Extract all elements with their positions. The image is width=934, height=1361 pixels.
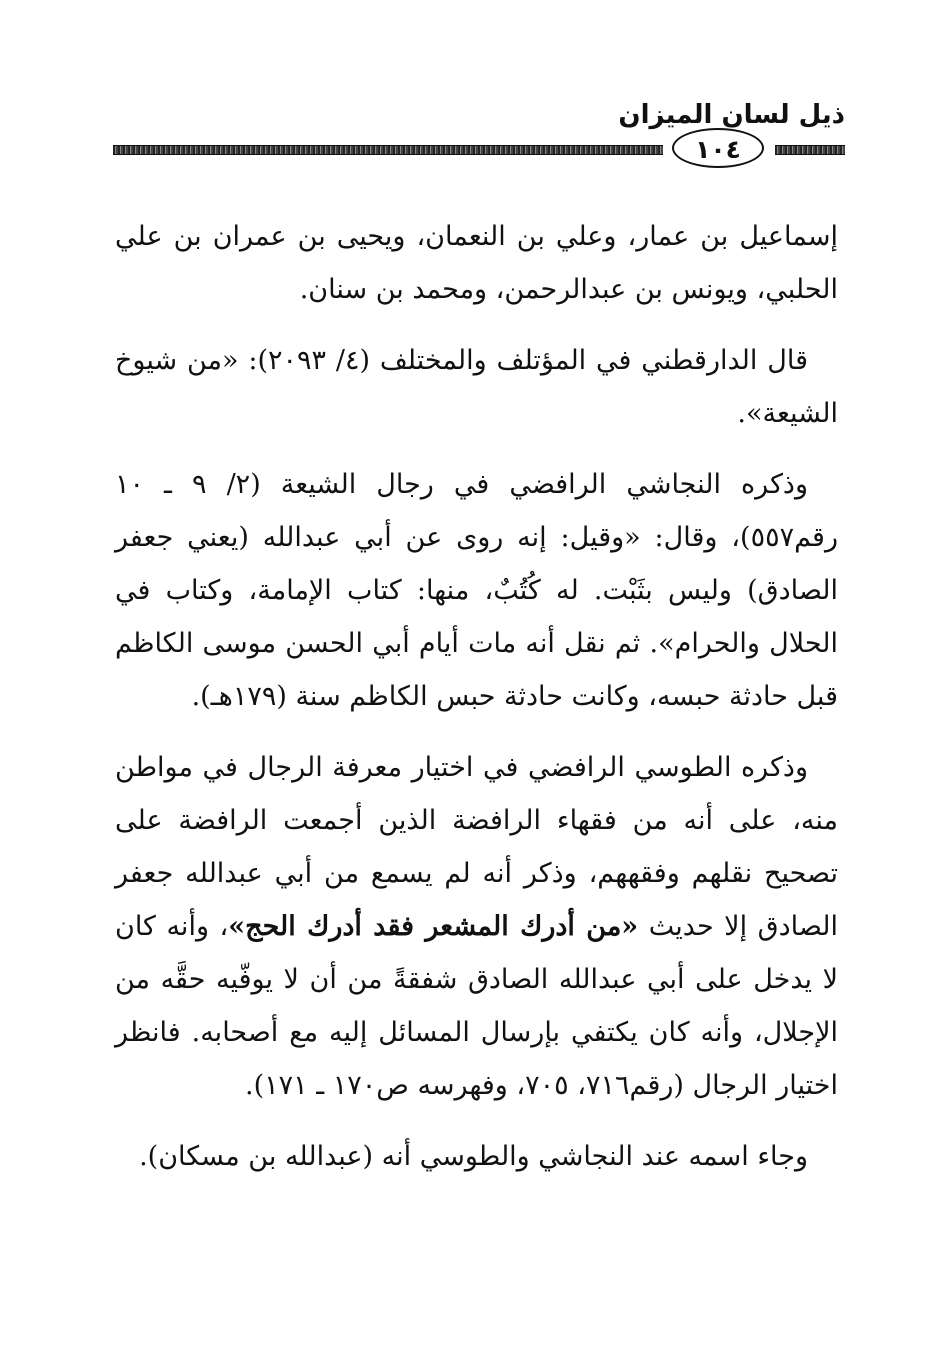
paragraph-4-intro: وذكره الطوسي الرافضي في اختيار معرفة الرجال في مواطن منه، على أنه من فقهاء الرافضة الذين أجمعت الرافضة على تصحيح نقلهم وفقههم، وذكر أنه لم يسمع من أبي عبدالله جعفر الصادق إلا حديث (115, 752, 838, 942)
header-rule-right (775, 145, 845, 155)
paragraph-2: قال الدارقطني في المؤتلف والمختلف (٤/ ٢٠٩٣): «من شيوخ الشيعة». (115, 345, 838, 429)
page-body (115, 210, 838, 1201)
header-rule-left (113, 145, 663, 155)
book-title: ذيل لسان الميزان (618, 100, 845, 130)
paragraph-4-rest: ، وأنه كان لا يدخل على أبي عبدالله الصادق شفقةً من أن لا يوفّيه حقَّه من الإجلال، وأنه كان يكتفي بإرسال المسائل إليه مع أصحابه. فانظر اختيار الرجال (رقم٧١٦، ٧٠٥، وفهرسه ص١٧٠ ـ ١٧١). (115, 911, 838, 1101)
paragraph-1: إسماعيل بن عمار، وعلي بن النعمان، ويحيى بن عمران بن علي الحلبي، ويونس بن عبدالرحمن، ومحمد بن سنان. (115, 221, 838, 305)
paragraph-3: وذكره النجاشي الرافضي في رجال الشيعة (٢/ ٩ ـ ١٠ رقم٥٥٧)، وقال: «وقيل: إنه روى عن أبي عبدالله (يعني جعفر الصادق) وليس بثَبْت. له كُتُبٌ، منها: كتاب الإمامة، وكتاب في الحلال والحرام». ثم نقل أنه مات أيام أبي الحسن موسى الكاظم قبل حادثة حبسه، وكانت حادثة حبس الكاظم سنة (١٧٩هـ). (115, 469, 838, 712)
paragraph-5: وجاء اسمه عند النجاشي والطوسي أنه (عبدالله بن مسكان). (139, 1141, 808, 1172)
page-header (110, 100, 845, 170)
page-number: ١٠٤ (672, 128, 764, 168)
paragraph-4 (115, 741, 838, 1112)
hadith-quote: «من أدرك المشعر فقد أدرك الحج» (228, 911, 639, 942)
